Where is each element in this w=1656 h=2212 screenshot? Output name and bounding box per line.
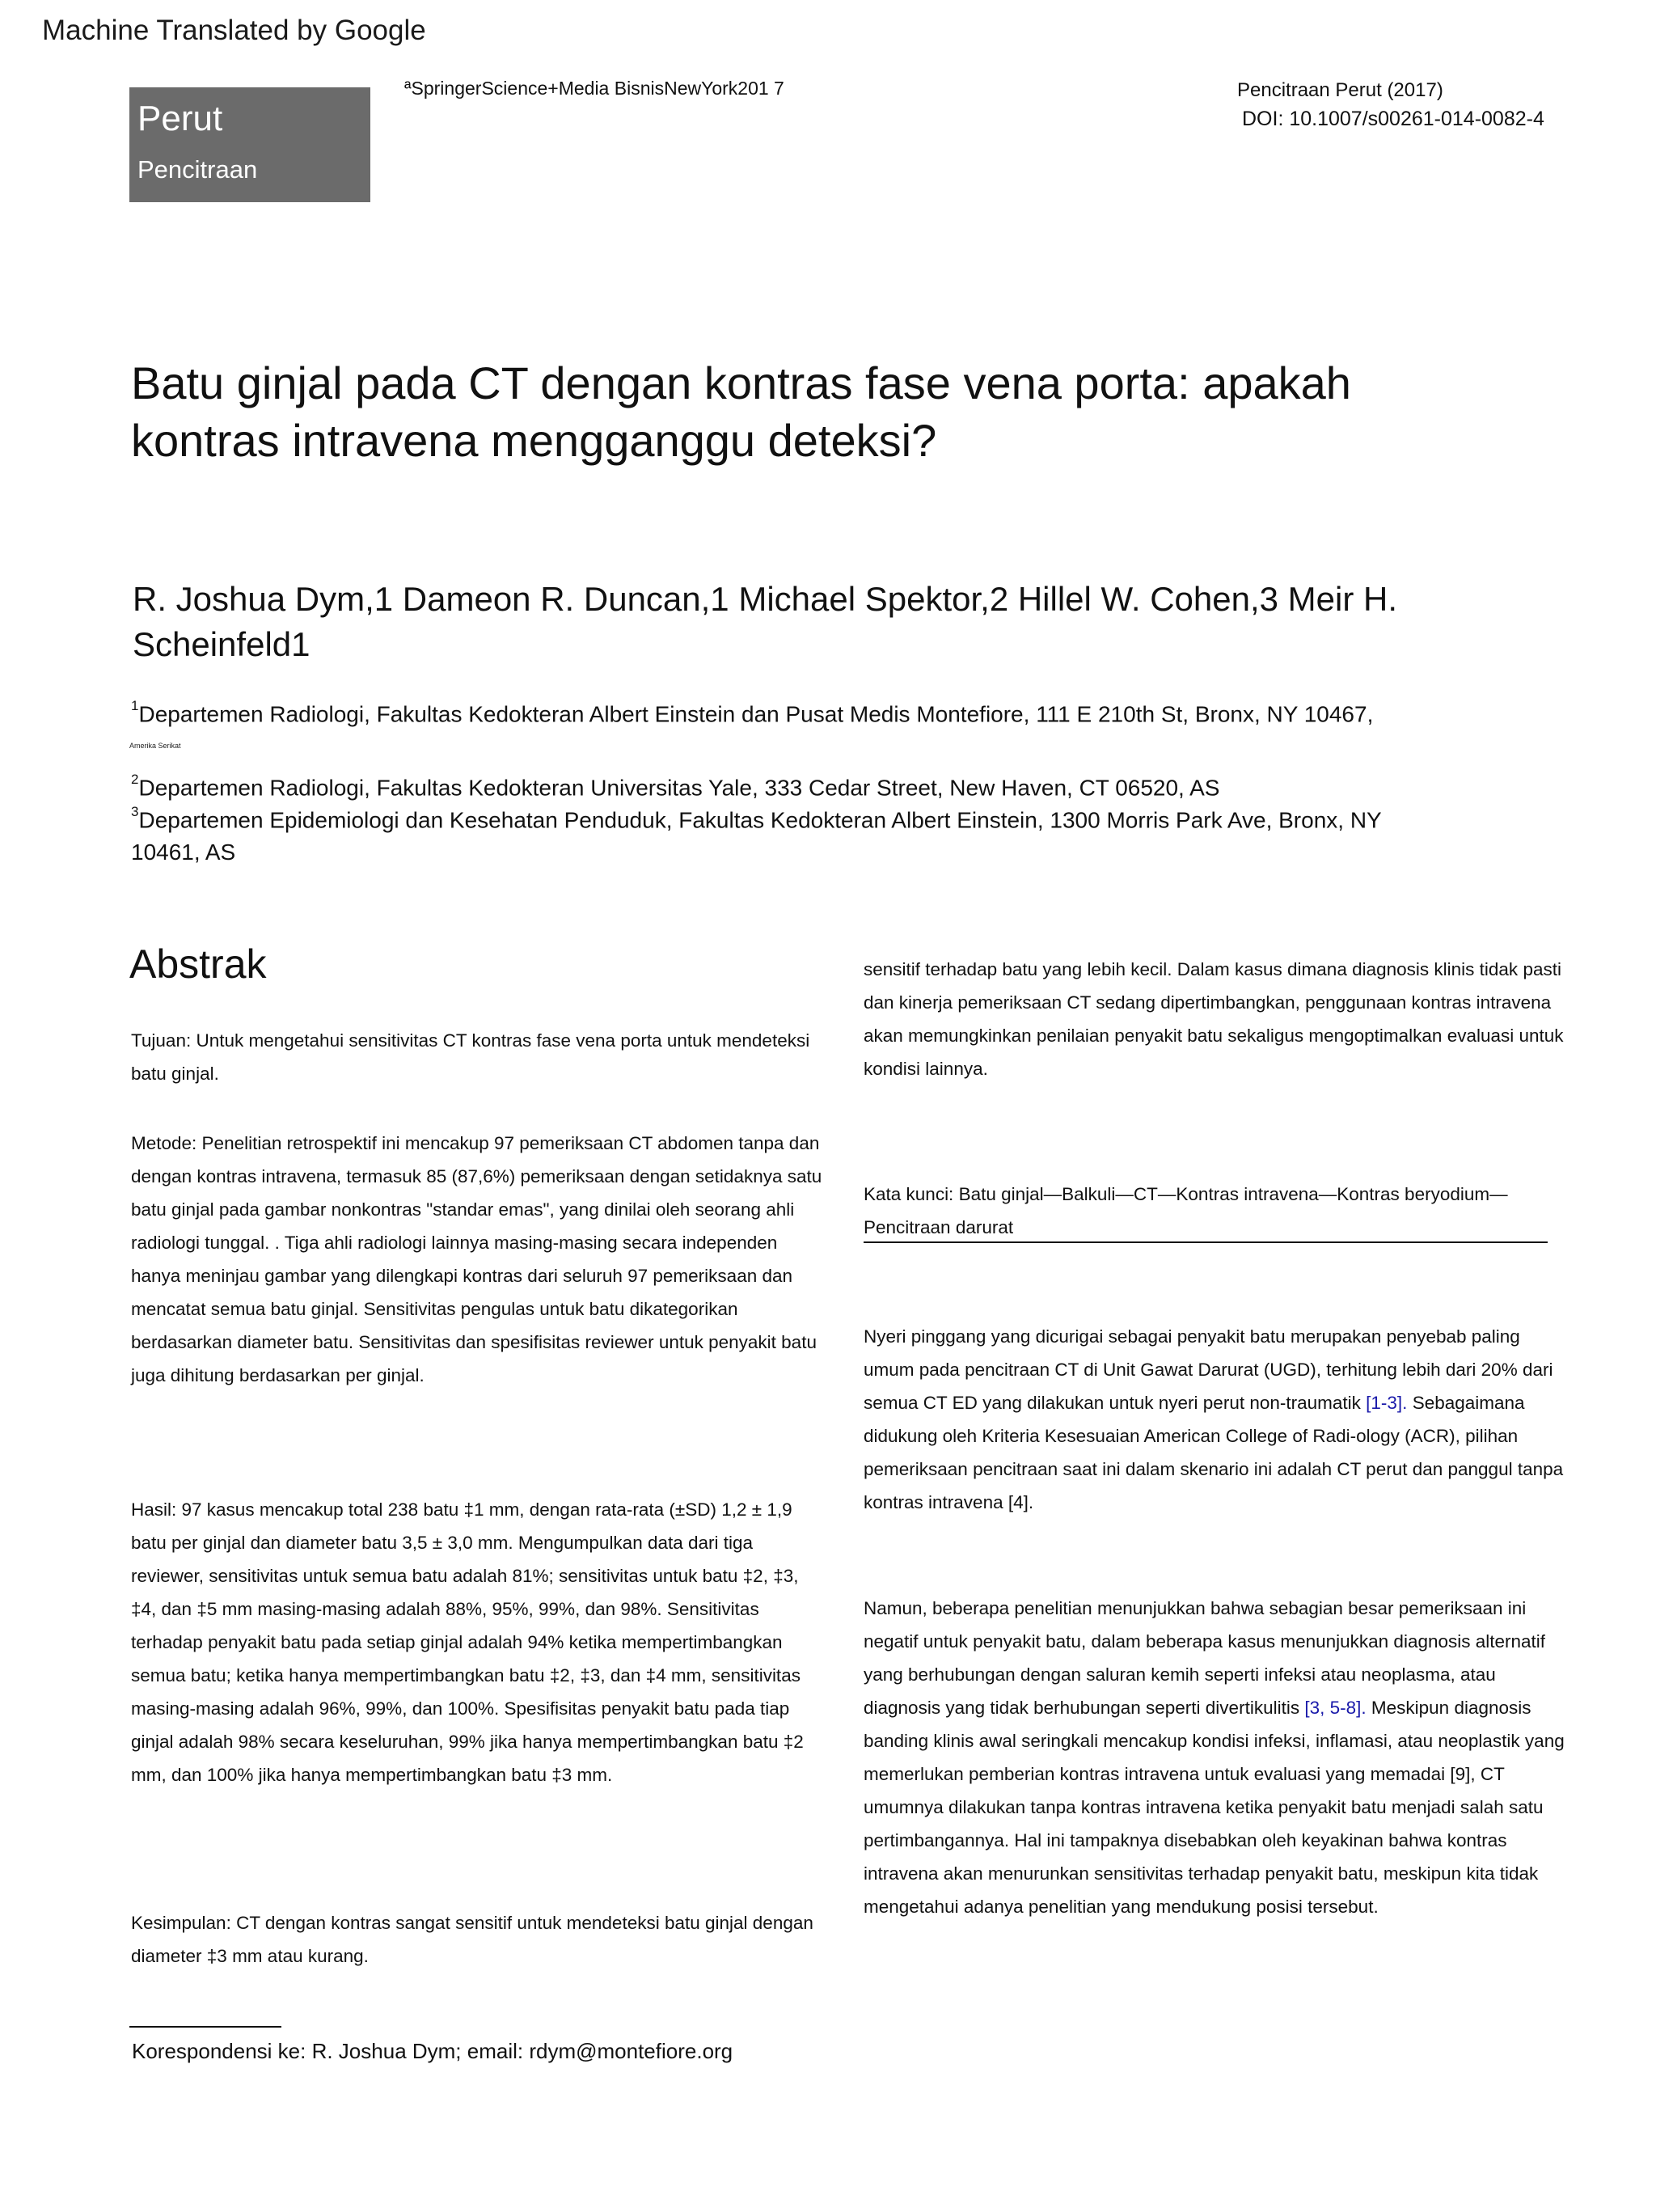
copyright-notice: ªSpringerScience+Media BisnisNewYork201 7 [404, 78, 784, 99]
logo-title: Perut [137, 99, 223, 138]
abstract-heading: Abstrak [129, 941, 267, 987]
affiliation-text: Departemen Radiologi, Fakultas Kedokteran Albert Einstein dan Pusat Medis Montefiore, 111 E 210th St, Bronx, NY 10467, [138, 701, 1374, 727]
correspondence-footnote: Korespondensi ke: R. Joshua Dym; email: rdym@montefiore.org [132, 2039, 733, 2063]
abstract-objective: Tujuan: Untuk mengetahui sensitivitas CT kontras fase vena porta untuk mendeteksi batu ginjal. [131, 1030, 810, 1084]
affiliation-1 [131, 693, 1425, 730]
doi: DOI: 10.1007/s00261-014-0082-4 [1242, 108, 1544, 130]
author-list: R. Joshua Dym,1 Dameon R. Duncan,1 Michael Spektor,2 Hillel W. Cohen,3 Meir H. Scheinfeld1 [133, 580, 1397, 663]
affiliation-number: 3 [131, 804, 139, 819]
abstract-continuation: sensitif terhadap batu yang lebih kecil. Dalam kasus dimana diagnosis klinis tidak pasti dan kinerja pemeriksaan CT sedang dipertimbangkan, penggunaan kontras intravena akan memungkinkan penilaian penyakit batu sekaligus mengoptimalkan evaluasi untuk kondisi lainnya. [864, 959, 1564, 1079]
affiliation-text: Departemen Radiologi, Fakultas Kedokteran Universitas Yale, 333 Cedar Street, New Haven, CT 06520, AS [138, 775, 1220, 801]
journal-logo [129, 87, 370, 202]
keywords-divider [864, 1241, 1548, 1243]
affiliation-number: 1 [131, 698, 139, 713]
intro-paragraph-2: Namun, beberapa penelitian menunjukkan bahwa sebagian besar pemeriksaan ini negatif untuk penyakit batu, dalam beberapa kasus menunjukkan diagnosis alternatif yang berhubungan dengan saluran kemih seperti infeksi atau neoplasma, atau diagnosis yang tidak berhubungan seperti divertikulitis [3, 5-8]. Meskipun diagnosis banding klinis awal seringkali mencakup kondisi infeksi, inflamasi, atau neoplastik yang memerlukan pemberian kontras intravena untuk evaluasi yang memadai [9], CT umumnya dilakukan tanpa kontras intravena ketika penyakit batu menjadi salah satu pertimbangannya. Hal ini tampaknya disebabkan oleh keyakinan bahwa kontras intravena akan menurunkan sensitivitas terhadap penyakit batu, meskipun kita tidak mengetahui adanya penelitian yang mendukung posisi tersebut. [864, 1598, 1565, 1917]
affiliation-3 [131, 799, 1392, 869]
affiliation-text: Departemen Epidemiologi dan Kesehatan Penduduk, Fakultas Kedokteran Albert Einstein, 1300 Morris Park Ave, Bronx, NY 10461, AS [131, 807, 1382, 865]
intro-paragraph-1: Nyeri pinggang yang dicurigai sebagai penyakit batu merupakan penyebab paling umum pada pencitraan CT di Unit Gawat Darurat (UGD), terhitung lebih dari 20% dari semua CT ED yang dilakukan untuk nyeri perut non-traumatik [1-3]. Sebagaimana didukung oleh Kriteria Kesesuaian American College of Radi-ology (ACR), pilihan pemeriksaan pencitraan saat ini dalam skenario ini adalah CT perut dan panggul tanpa kontras intravena [4]. [864, 1326, 1564, 1512]
affiliation-number: 2 [131, 772, 139, 787]
abstract-conclusion: Kesimpulan: CT dengan kontras sangat sensitif untuk mendeteksi batu ginjal dengan diameter ‡3 mm atau kurang. [131, 1913, 813, 1966]
citation-link[interactable]: [3, 5-8]. [1304, 1698, 1367, 1718]
affiliation-country: Amerika Serikat [129, 742, 181, 750]
abstract-results: Hasil: 97 kasus mencakup total 238 batu ‡1 mm, dengan rata-rata (±SD) 1,2 ± 1,9 batu per ginjal dan diameter batu 3,5 ± 3,0 mm. Mengumpulkan data dari tiga reviewer, sensitivitas untuk semua batu adalah 81%; sensitivitas untuk batu ‡2, ‡3, ‡4, dan ‡5 mm masing-masing adalah 88%, 95%, 99%, dan 98%. Sensitivitas terhadap penyakit batu pada setiap ginjal adalah 94% ketika mempertimbangkan semua batu; ketika hanya mempertimbangkan batu ‡2, ‡3, dan ‡4 mm, sensitivitas masing-masing adalah 96%, 99%, dan 100%. Spesifisitas penyakit batu pada tiap ginjal adalah 98% secara keseluruhan, 99% jika hanya mempertimbangkan batu ‡2 mm, dan 100% jika hanya mempertimbangkan batu ‡3 mm. [131, 1499, 804, 1785]
abstract-methods: Metode: Penelitian retrospektif ini mencakup 97 pemeriksaan CT abdomen tanpa dan dengan kontras intravena, termasuk 85 (87,6%) pemeriksaan dengan setidaknya satu batu ginjal pada gambar nonkontras "standar emas", yang dinilai oleh seorang ahli radiologi tunggal. . Tiga ahli radiologi lainnya masing-masing secara independen hanya meninjau gambar yang dilengkapi kontras dari seluruh 97 pemeriksaan dan mencatat semua batu ginjal. Sensitivitas pengulas untuk batu dikategorikan berdasarkan diameter batu. Sensitivitas dan spesifisitas reviewer untuk penyakit batu juga dihitung berdasarkan per ginjal. [131, 1133, 822, 1385]
machine-translation-banner: Machine Translated by Google [42, 15, 426, 46]
logo-subtitle: Pencitraan [137, 155, 258, 184]
journal-citation: Pencitraan Perut (2017) [1237, 79, 1443, 101]
citation-link[interactable]: [1-3]. [1366, 1393, 1408, 1413]
article-title: Batu ginjal pada CT dengan kontras fase vena porta: apakah kontras intravena mengganggu deteksi? [131, 357, 1351, 466]
keywords: Kata kunci: Batu ginjal—Balkuli—CT—Kontras intravena—Kontras beryodium—Pencitraan darurat [864, 1184, 1508, 1237]
footnote-divider [129, 2026, 281, 2028]
